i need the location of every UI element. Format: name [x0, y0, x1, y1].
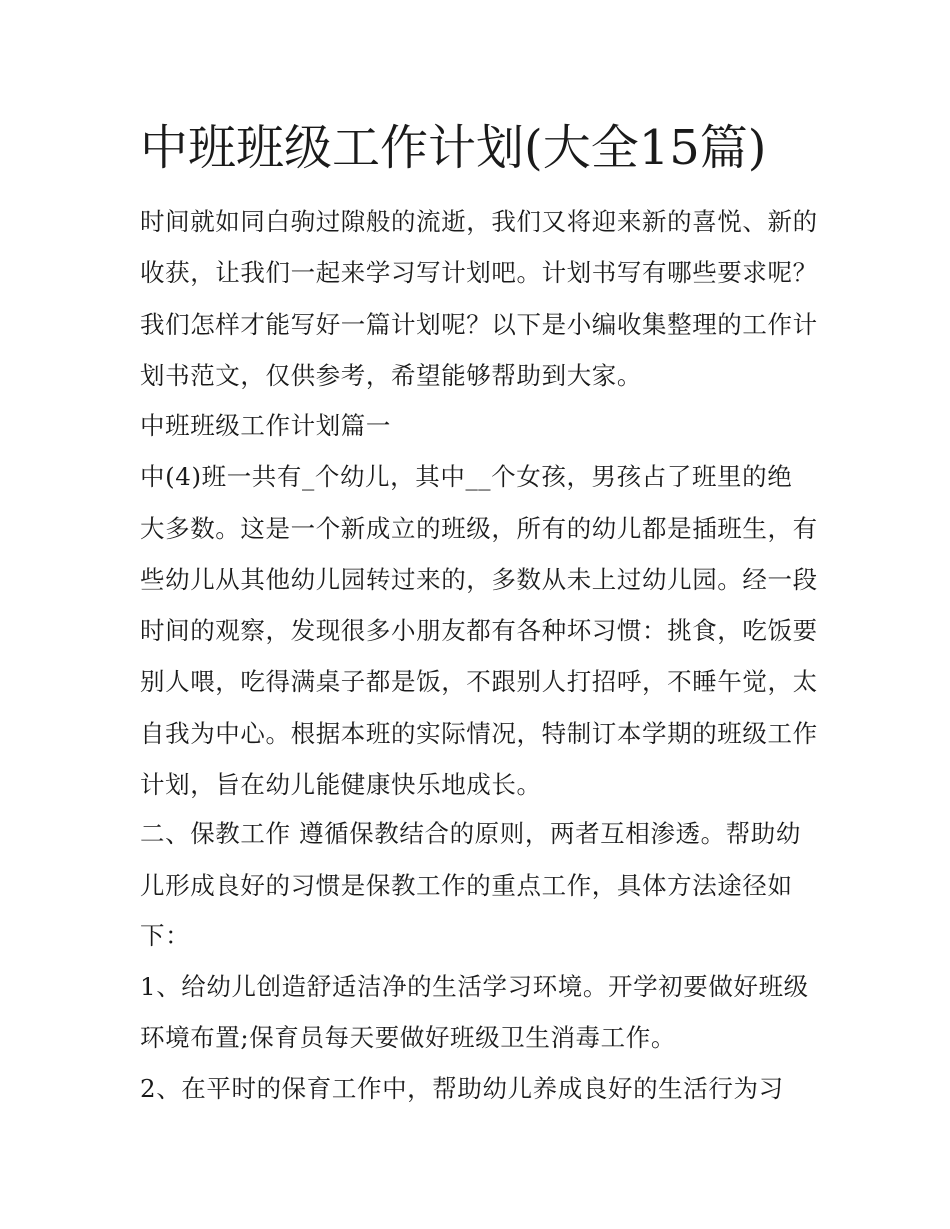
- document-title: 中班班级工作计划(大全15篇): [140, 120, 767, 176]
- list-item-1-line-1: 1、给幼儿创造舒适洁净的生活学习环境。开学初要做好班级: [140, 972, 809, 1001]
- body-line-6: 自我为中心。根据本班的实际情况，特制订本学期的班级工作: [140, 719, 818, 748]
- body-line-1: 中(4)班一共有_个幼儿，其中__个女孩，男孩占了班里的绝: [140, 462, 793, 491]
- intro-line-3: 我们怎样才能写好一篇计划呢？以下是小编收集整理的工作计: [140, 310, 818, 339]
- intro-line-2: 收获，让我们一起来学习写计划吧。计划书写有哪些要求呢？: [140, 258, 818, 287]
- body-line-3: 些幼儿从其他幼儿园转过来的，多数从未上过幼儿园。经一段: [140, 565, 818, 594]
- body-line-10: 下：: [140, 921, 191, 950]
- list-item-2-line-1: 2、在平时的保育工作中，帮助幼儿养成良好的生活行为习: [140, 1074, 784, 1103]
- body-line-2: 大多数。这是一个新成立的班级，所有的幼儿都是插班生，有: [140, 514, 818, 543]
- list-item-1-line-2: 环境布置;保育员每天要做好班级卫生消毒工作。: [140, 1023, 676, 1052]
- intro-line-1: 时间就如同白驹过隙般的流逝，我们又将迎来新的喜悦、新的: [140, 207, 818, 236]
- body-line-9: 儿形成良好的习惯是保教工作的重点工作，具体方法途径如: [140, 871, 793, 900]
- body-line-7: 计划，旨在幼儿能健康快乐地成长。: [140, 770, 542, 799]
- section-heading: 中班班级工作计划篇一: [140, 411, 391, 440]
- body-line-5: 别人喂，吃得满桌子都是饭，不跟别人打招呼，不睡午觉，太: [140, 667, 818, 696]
- body-line-8: 二、保教工作 遵循保教结合的原则，两者互相渗透。帮助幼: [140, 819, 801, 848]
- intro-line-4: 划书范文，仅供参考，希望能够帮助到大家。: [140, 361, 642, 390]
- body-line-4: 时间的观察，发现很多小朋友都有各种坏习惯：挑食，吃饭要: [140, 616, 818, 645]
